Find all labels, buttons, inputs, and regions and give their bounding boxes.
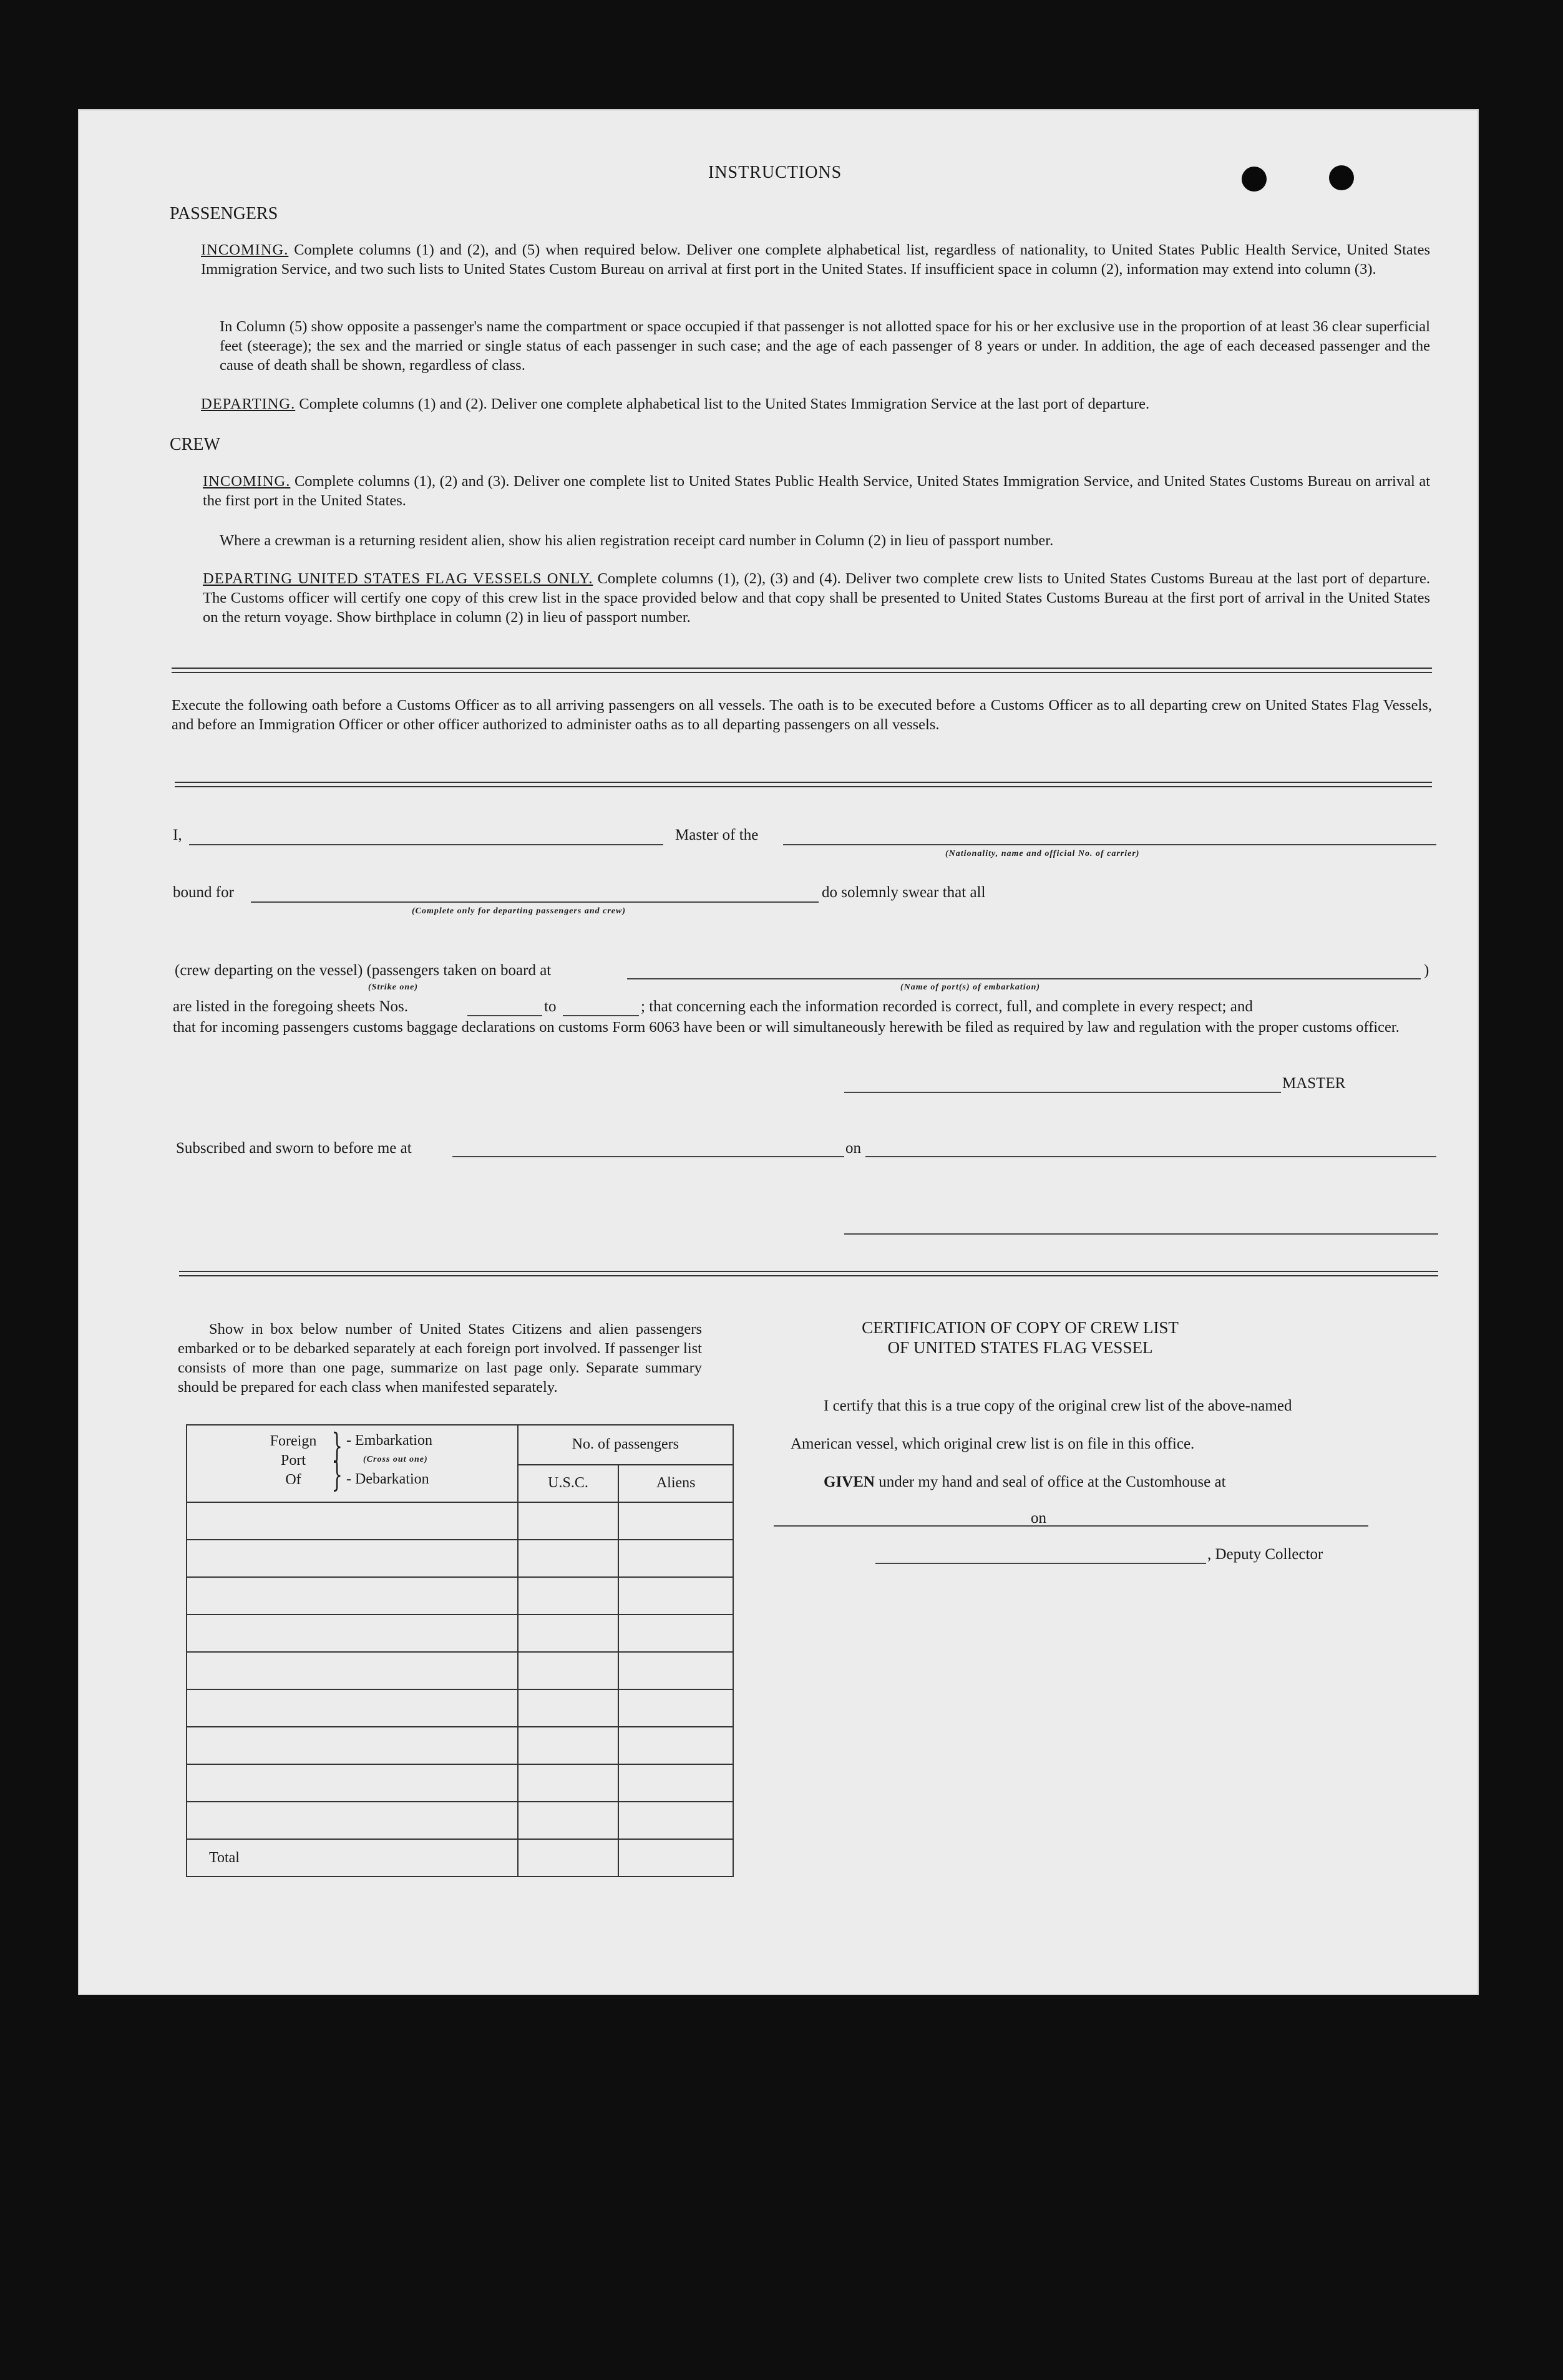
table-row[interactable] — [187, 1689, 733, 1727]
master-signature-field[interactable] — [844, 1092, 1281, 1093]
certification-date-field[interactable] — [1049, 1525, 1368, 1527]
bound-for-field[interactable] — [251, 901, 819, 903]
aliens-header: Aliens — [618, 1465, 733, 1502]
table-row[interactable] — [187, 1577, 733, 1615]
oath-intro: Execute the following oath before a Customs Officer as to all arriving passengers on all vessels. The oath is to be executed before a Customs Officer as to all departing crew on United States Flag Vessels, and before an Immigration Officer or other officer authorized to administer oaths as to all departing passengers on all vessels. — [172, 697, 1432, 733]
port-label: Port — [280, 1452, 306, 1469]
usc-cell[interactable] — [518, 1802, 619, 1839]
passengers-incoming-paragraph — [201, 240, 1430, 279]
passengers-heading: PASSENGERS — [170, 204, 278, 223]
strike-one-caption: (Strike one) — [368, 983, 419, 992]
close-paren: ) — [1424, 962, 1429, 979]
port-cell[interactable] — [187, 1802, 518, 1839]
embarkation-port-field[interactable] — [627, 978, 1421, 979]
usc-cell[interactable] — [518, 1727, 619, 1764]
crew-resident-paragraph: Where a crewman is a returning resident alien, show his alien registration receipt card number in Column (2) in lieu of passport number. — [220, 532, 1054, 549]
sheet-from-field[interactable] — [467, 1015, 542, 1016]
deputy-collector-label: , Deputy Collector — [1207, 1546, 1323, 1563]
of-label: Of — [285, 1472, 301, 1488]
port-cell[interactable] — [187, 1727, 518, 1764]
instructions-title: INSTRUCTIONS — [708, 163, 842, 182]
passengers-departing-label: DEPARTING. — [201, 396, 296, 412]
crew-departing-label: DEPARTING UNITED STATES FLAG VESSELS ONLY. — [203, 570, 593, 587]
port-cell[interactable] — [187, 1615, 518, 1652]
listed-prefix: are listed in the foregoing sheets Nos. — [173, 998, 408, 1015]
oath-i-label: I, — [173, 827, 182, 843]
aliens-cell[interactable] — [618, 1764, 733, 1802]
passengers-incoming-text: Complete columns (1) and (2), and (5) when required below. Deliver one complete alphabetical list, regardless of nationality, to United States Public Health Service, United States Immigration Service, and two such lists to United States Custom Bureau on arrival at first port in the United States. If insufficient space in column (2), information may extend into column (3). — [201, 241, 1430, 278]
crew-incoming-label: INCOMING. — [203, 473, 291, 490]
deputy-collector-signature-field[interactable] — [875, 1563, 1206, 1564]
table-row[interactable] — [187, 1727, 733, 1764]
crew-incoming-text: Complete columns (1), (2) and (3). Deliver one complete list to United States Public Health Service, United States Immigration Service, and United States Customs Bureau on arrival at the first port in the United States. — [203, 473, 1431, 509]
port-cell[interactable] — [187, 1652, 518, 1689]
total-label: Total — [187, 1839, 518, 1877]
port-cell[interactable] — [187, 1764, 518, 1802]
certification-heading-line2: OF UNITED STATES FLAG VESSEL — [887, 1338, 1153, 1357]
punch-hole-left — [1242, 167, 1267, 192]
bound-for-caption: (Complete only for departing passengers and crew) — [412, 906, 626, 916]
brace-top: } — [331, 1426, 343, 1465]
divider-1 — [172, 668, 1432, 673]
usc-cell[interactable] — [518, 1652, 619, 1689]
do-solemnly-label: do solemnly swear that all — [822, 884, 986, 901]
table-row[interactable] — [187, 1764, 733, 1802]
aliens-cell[interactable] — [618, 1802, 733, 1839]
port-cell[interactable] — [187, 1502, 518, 1540]
aliens-cell[interactable] — [618, 1577, 733, 1615]
certification-line3 — [824, 1474, 1226, 1491]
master-of-the-label: Master of the — [675, 827, 759, 843]
table-row[interactable] — [187, 1802, 733, 1839]
aliens-cell[interactable] — [618, 1689, 733, 1727]
certification-line3-rest: under my hand and seal of office at the Customhouse at — [879, 1474, 1226, 1490]
port-caption: (Name of port(s) of embarkation) — [900, 983, 1041, 992]
listed-rest: that for incoming passengers customs baggage declarations on customs Form 6063 have been or will simultaneously herewith be filed as required by law and regulation with the proper customs officer. — [173, 1019, 1400, 1036]
sworn-on-label: on — [845, 1140, 861, 1157]
certification-line1: I certify that this is a true copy of the original crew list of the above-named — [824, 1397, 1292, 1414]
usc-cell[interactable] — [518, 1577, 619, 1615]
sworn-date-field[interactable] — [865, 1156, 1436, 1157]
usc-cell[interactable] — [518, 1689, 619, 1727]
officer-signature-field[interactable] — [844, 1233, 1438, 1235]
debarkation-label: - Debarkation — [346, 1471, 429, 1487]
carrier-field[interactable] — [783, 844, 1436, 845]
table-row[interactable] — [187, 1540, 733, 1577]
crew-departing-paragraph — [203, 569, 1430, 627]
aliens-total-cell[interactable] — [618, 1839, 733, 1877]
aliens-cell[interactable] — [618, 1615, 733, 1652]
certification-line2: American vessel, which original crew list is on file in this office. — [791, 1435, 1195, 1452]
crew-incoming-paragraph — [203, 472, 1430, 510]
usc-cell[interactable] — [518, 1764, 619, 1802]
aliens-cell[interactable] — [618, 1502, 733, 1540]
certification-heading-line1: CERTIFICATION OF COPY OF CREW LIST — [862, 1318, 1179, 1337]
to-label: to — [544, 998, 557, 1015]
crew-departing-strike-label: (crew departing on the vessel) (passengers taken on board at — [175, 962, 552, 979]
sheet-to-field[interactable] — [563, 1015, 639, 1016]
sworn-place-field[interactable] — [452, 1156, 844, 1157]
passengers-departing-paragraph — [201, 394, 1430, 414]
aliens-cell[interactable] — [618, 1540, 733, 1577]
port-cell[interactable] — [187, 1540, 518, 1577]
no-of-passengers-header: No. of passengers — [518, 1425, 733, 1465]
certification-heading — [783, 1318, 1257, 1358]
table-row[interactable] — [187, 1502, 733, 1540]
master-label: MASTER — [1282, 1075, 1346, 1092]
master-name-field[interactable] — [189, 844, 663, 845]
certification-on-label: on — [1031, 1510, 1046, 1527]
passenger-summary-table — [186, 1424, 734, 1877]
listed-suffix: ; that concerning each the information recorded is correct, full, and complete in every respect; and — [641, 998, 1253, 1015]
usc-cell[interactable] — [518, 1615, 619, 1652]
crew-heading: CREW — [170, 435, 220, 454]
usc-cell[interactable] — [518, 1540, 619, 1577]
foreign-label: Foreign — [270, 1433, 317, 1449]
brace-bottom: } — [331, 1455, 343, 1494]
cross-out-caption: (Cross out one) — [363, 1455, 428, 1464]
divider-3 — [179, 1271, 1438, 1276]
passengers-departing-text: Complete columns (1) and (2). Deliver one complete alphabetical list to the United States Immigration Service at the last port of departure. — [299, 396, 1150, 412]
carrier-caption: (Nationality, name and official No. of carrier) — [945, 849, 1140, 858]
punch-hole-right — [1329, 165, 1354, 190]
crew-departing-text: Complete columns (1), (2), (3) and (4). Deliver two complete crew lists to United States Customs Bureau at the last port of departure. The Customs officer will certify one copy of this crew list in the space provided below and that copy shall be presented to United States Customs Bureau at the first port of arrival in the United States on the return voyage. Show birthplace in column (2) in lieu of passport number. — [203, 570, 1430, 626]
total-row — [187, 1839, 733, 1877]
subscribed-label: Subscribed and sworn to before me at — [176, 1140, 412, 1157]
usc-cell[interactable] — [518, 1502, 619, 1540]
divider-2 — [175, 782, 1432, 787]
form-page — [78, 109, 1479, 1995]
usc-total-cell[interactable] — [518, 1839, 619, 1877]
foreign-port-header — [187, 1425, 518, 1502]
aliens-cell[interactable] — [618, 1652, 733, 1689]
port-cell[interactable] — [187, 1577, 518, 1615]
aliens-cell[interactable] — [618, 1727, 733, 1764]
table-row[interactable] — [187, 1615, 733, 1652]
bound-for-label: bound for — [173, 884, 234, 901]
passengers-incoming-label: INCOMING. — [201, 241, 289, 258]
summary-intro: Show in box below number of United States Citizens and alien passengers embarked or to be debarked separately at each foreign port involved. If passenger list consists of more than one page, summarize on last page only. Separate summary should be prepared for each class when manifested separately. — [178, 1321, 702, 1396]
usc-header: U.S.C. — [518, 1465, 619, 1502]
port-cell[interactable] — [187, 1689, 518, 1727]
table-row[interactable] — [187, 1652, 733, 1689]
given-label: GIVEN — [824, 1474, 875, 1490]
passengers-column5-paragraph: In Column (5) show opposite a passenger's name the compartment or space occupied if that passenger is not allotted space for his or her exclusive use in the proportion of at least 36 clear superficial feet (steerage); the sex and the married or single status of each passenger in such case; and the age of each passenger of 8 years or under. In addition, the age of each deceased passenger and the cause of death shall be shown, regardless of class. — [220, 318, 1430, 374]
embarkation-label: - Embarkation — [346, 1432, 432, 1449]
